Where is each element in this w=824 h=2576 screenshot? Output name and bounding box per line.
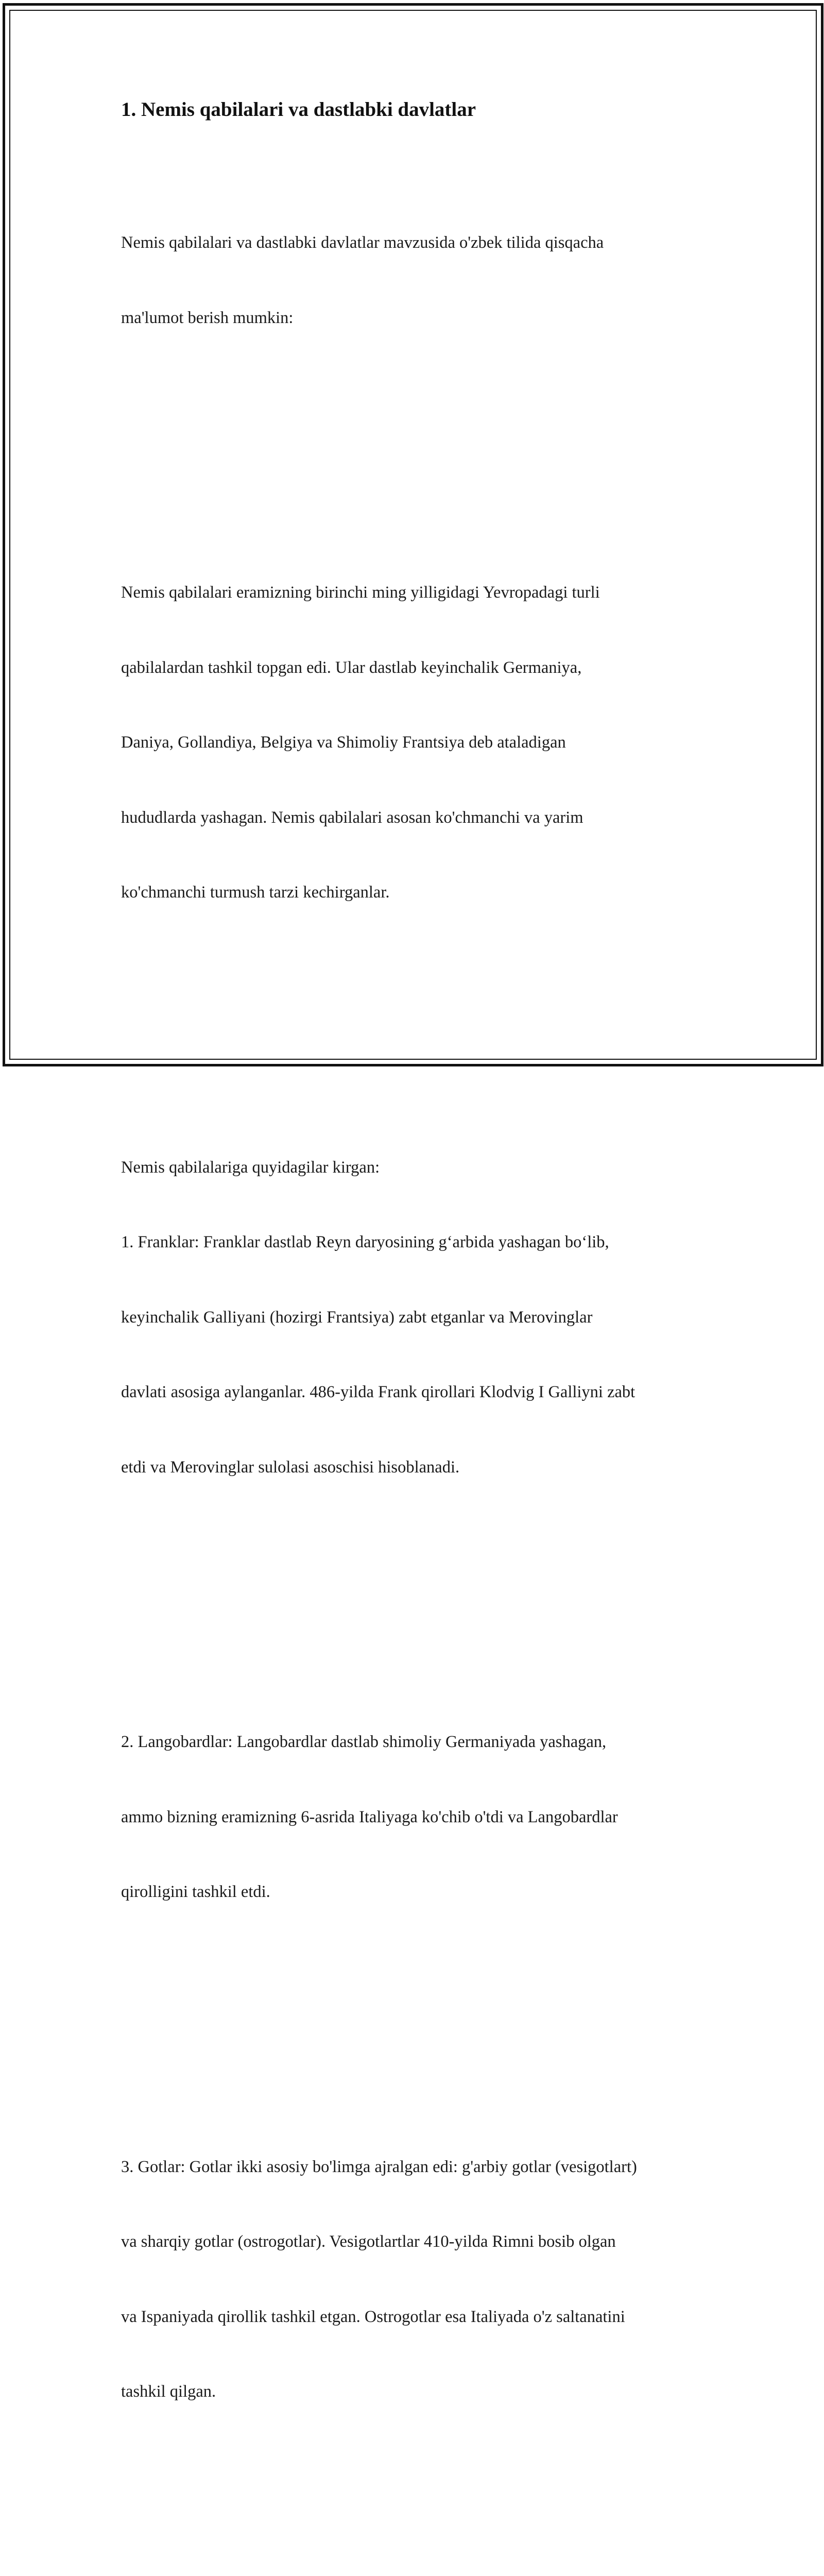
intro-paragraph (121, 180, 718, 380)
text-line: Nemis qabilalari eramizning birinchi ming yilligidagi Yevropadagi turli (121, 583, 600, 602)
text-line: davlati asosiga aylanganlar. 486-yilda Frank qirollari Klodvig I Galliyni zabt (121, 1383, 636, 1401)
paragraph-gap (121, 1005, 718, 1030)
text-line: tashkil qilgan. (121, 2382, 216, 2401)
paragraph-gap (121, 430, 718, 455)
document-body (121, 130, 718, 2576)
document-title: 1. Nemis qabilalari va dastlabki davlatlar (121, 98, 476, 121)
tribes-heading: Nemis qabilalariga quyidagilar kirgan: (121, 1158, 380, 1177)
text-line: 3. Gotlar: Gotlar ikki asosiy bo'limga ajralgan edi: g'arbiy gotlar (vesigotlart) (121, 2157, 637, 2176)
tribes-paragraph (121, 1105, 718, 1530)
overview-paragraph (121, 530, 718, 955)
lombards-paragraph (121, 1680, 718, 1955)
text-line: keyinchalik Galliyani (hozirgi Frantsiya) zabt etganlar va Merovinglar (121, 1308, 593, 1327)
paragraph-gap (121, 2005, 718, 2030)
text-line: ma'lumot berish mumkin: (121, 308, 294, 327)
text-line: hududlarda yashagan. Nemis qabilalari asosan ko'chmanchi va yarim (121, 808, 583, 827)
paragraph-gap (121, 2504, 718, 2530)
goths-paragraph (121, 2105, 718, 2454)
text-line: Nemis qabilalari va dastlabki davlatlar mavzusida o'zbek tilida qisqacha (121, 233, 604, 252)
text-line: qirolligini tashkil etdi. (121, 1883, 270, 1901)
text-line: ammo bizning eramizning 6-asrida Italiyaga ko'chib o'tdi va Langobardlar (121, 1807, 618, 1826)
text-line: ko'chmanchi turmush tarzi kechirganlar. (121, 883, 390, 902)
paragraph-gap (121, 1580, 718, 1605)
text-line: 1. Franklar: Franklar dastlab Reyn daryosining g‘arbida yashagan bo‘lib, (121, 1233, 609, 1251)
text-line: va Ispaniyada qirollik tashkil etgan. Ostrogotlar esa Italiyada o'z saltanatini (121, 2307, 625, 2326)
text-line: Daniya, Gollandiya, Belgiya va Shimoliy Frantsiya deb ataladigan (121, 733, 566, 752)
text-line: qabilalardan tashkil topgan edi. Ular dastlab keyinchalik Germaniya, (121, 658, 582, 677)
text-line: 2. Langobardlar: Langobardlar dastlab shimoliy Germaniyada yashagan, (121, 1733, 607, 1751)
text-line: etdi va Merovinglar sulolasi asoschisi hisoblanadi. (121, 1458, 460, 1477)
text-line: va sharqiy gotlar (ostrogotlar). Vesigotlartlar 410-yilda Rimni bosib olgan (121, 2232, 616, 2251)
document-content (121, 96, 718, 2576)
